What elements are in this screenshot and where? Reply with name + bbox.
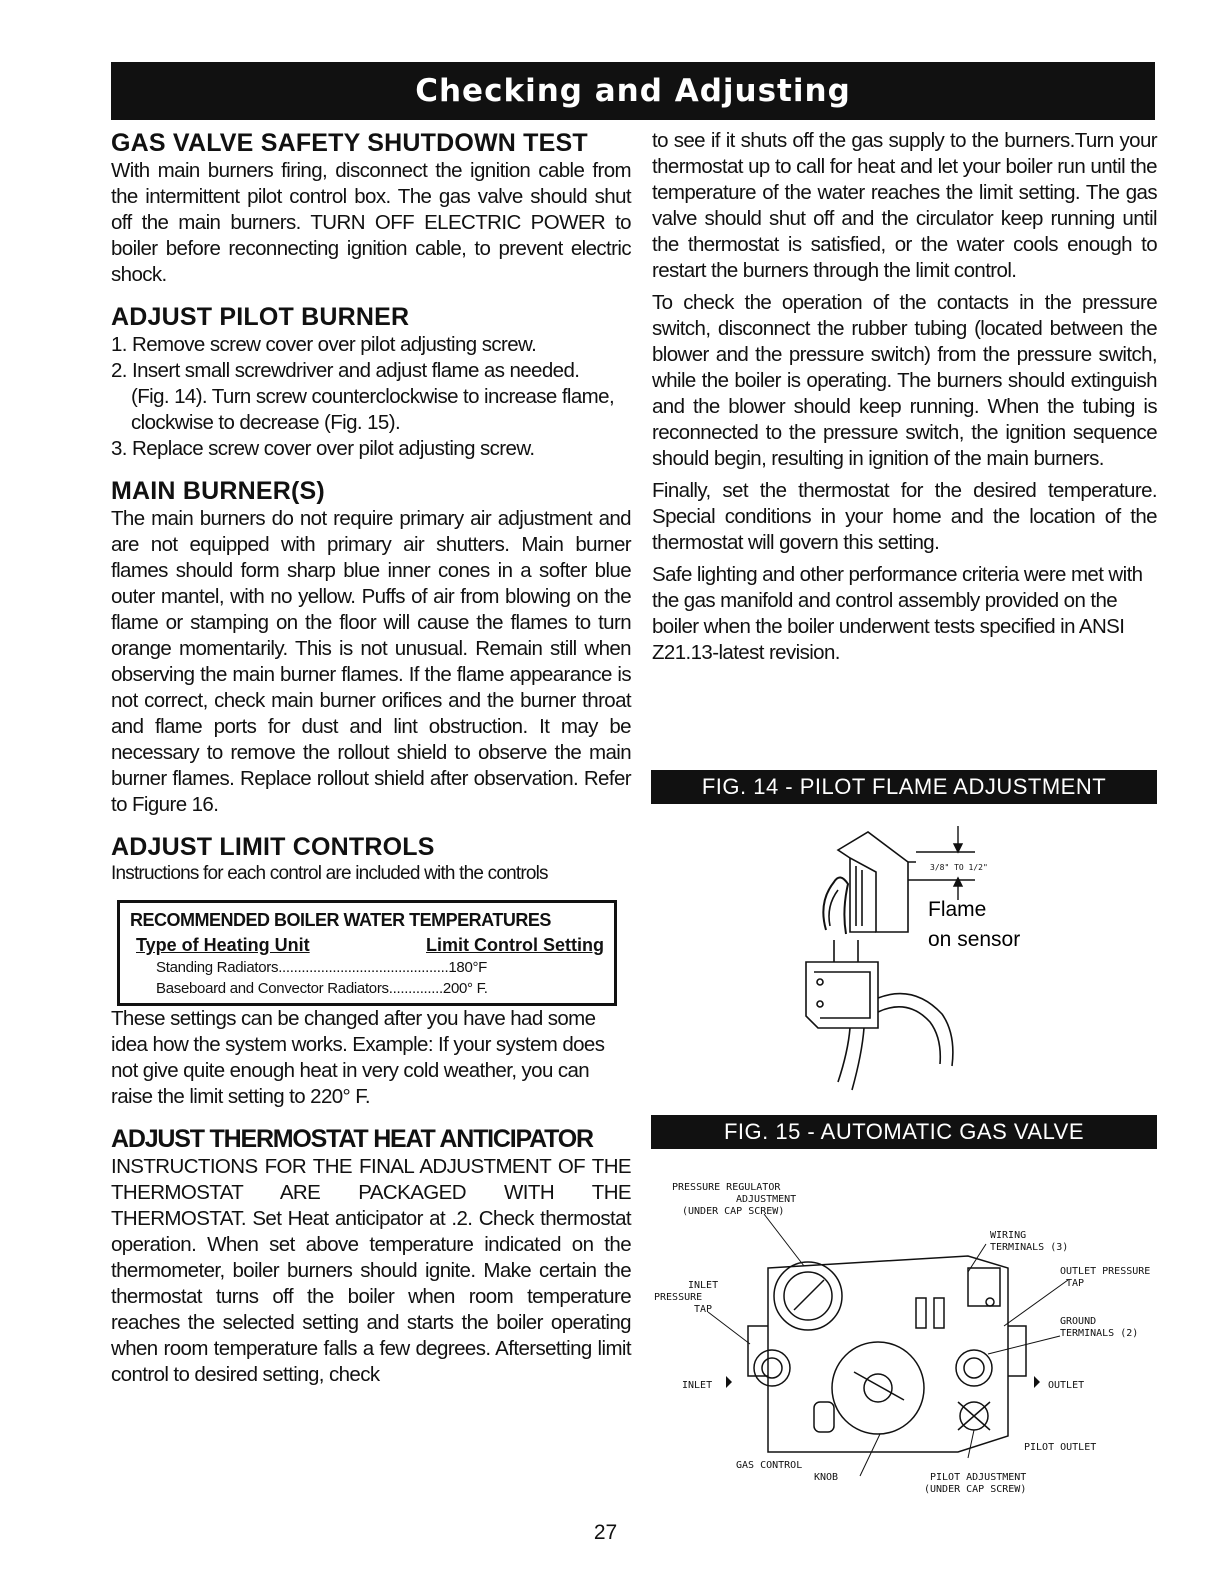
limit-text: These settings can be changed after you have had some idea how the system works. Example: If your system does not give quite enough heat in very cold weather, you can raise the limit setting to 220° F. — [111, 1007, 605, 1108]
right-column — [652, 128, 1157, 666]
page-number: 27 — [593, 1521, 618, 1544]
fig14-caption: FIG. 14 - PILOT FLAME ADJUSTMENT — [651, 770, 1157, 804]
temperature-table — [117, 900, 617, 1006]
thermostat-text: INSTRUCTIONS FOR THE FINAL ADJUSTMENT OF THE THERMOSTAT ARE PACKAGED WITH THE THERMOSTAT. Set Heat anticipator at .2. Check thermostat operation. When set above temperature indicated on the thermometer, boiler burners should ignite. Make certain the thermostat turns off the boiler when room temperature reaches the selected setting and starts the boiler operating when room temperature falls a few degrees. Aftersetting limit control to desired setting, check — [111, 1155, 631, 1386]
row-unit: Standing Radiators — [156, 959, 279, 976]
right-paragraph-2: To check the operation of the contacts in the pressure switch, disconnect the rubber tubing (located between the blower and the pressure switch) from the pressure switch, while the boiler is operating. The burners should extinguish and the blower should keep running. When the tubing is reconnected to the pressure switch, the ignition sequence should begin, resulting in ignition of the main burners. — [652, 291, 1157, 470]
right-paragraph-3: Finally, set the thermostat for the desired temperature. Special conditions in your home and the location of the thermostat will govern this setting. — [652, 479, 1157, 554]
label-pressure-regulator-2: ADJUSTMENT — [736, 1194, 797, 1205]
fig14-dimension-label: 3/8" TO 1/2" — [930, 863, 988, 872]
gas-valve-section — [111, 128, 631, 288]
label-wiring-terminals-2: TERMINALS (3) — [990, 1242, 1069, 1253]
label-gas-control-knob-2: KNOB — [814, 1472, 839, 1483]
temperature-table-header — [130, 933, 614, 957]
fig14-illustration — [790, 822, 1050, 1102]
row-unit: Baseboard and Convector Radiators — [156, 980, 389, 997]
pilot-heading: ADJUST PILOT BURNER — [111, 303, 410, 331]
limit-section — [111, 832, 631, 1110]
label-ground-terminals-2: TERMINALS (2) — [1060, 1328, 1139, 1339]
label-pressure-regulator: PRESSURE REGULATOR — [672, 1182, 781, 1193]
label-pilot-outlet: PILOT OUTLET — [1024, 1442, 1097, 1453]
label-inlet-pressure-tap-2: PRESSURE — [654, 1292, 703, 1303]
pilot-steps — [111, 332, 631, 462]
row-setting: 180°F — [448, 959, 488, 976]
label-wiring-terminals: WIRING — [990, 1230, 1027, 1241]
label-inlet-pressure-tap-3: TAP — [694, 1304, 713, 1315]
gas-valve-drawing — [654, 1176, 1168, 1506]
temperature-table-title: RECOMMENDED BOILER WATER TEMPERATURES — [130, 910, 551, 930]
gas-valve-text: With main burners firing, disconnect the ignition cable from the intermittent pilot control box. The gas valve should shut off the main burners. TURN OFF ELECTRIC POWER to boiler before reconnecting ignition cable, to prevent electric shock. — [111, 159, 631, 286]
row-leader: .............. — [388, 980, 443, 997]
gas-valve-heading: GAS VALVE SAFETY SHUTDOWN TEST — [111, 129, 588, 157]
table-row — [130, 978, 614, 999]
thermostat-section — [111, 1124, 631, 1388]
label-gas-control-knob: GAS CONTROL — [736, 1460, 803, 1471]
label-outlet-pressure-tap-2: TAP — [1066, 1278, 1085, 1289]
label-outlet: OUTLET — [1048, 1380, 1085, 1391]
fig14-sensor-label: on sensor — [928, 928, 1021, 951]
label-pilot-adjustment-2: (UNDER CAP SCREW) — [924, 1484, 1027, 1495]
label-outlet-pressure-tap: OUTLET PRESSURE — [1060, 1266, 1151, 1277]
label-inlet-pressure-tap: INLET — [688, 1280, 719, 1291]
pilot-step-3: 3. Replace screw cover over pilot adjusting screw. — [111, 437, 535, 460]
label-inlet: INLET — [682, 1380, 713, 1391]
label-pressure-regulator-3: (UNDER CAP SCREW) — [682, 1206, 785, 1217]
row-setting: 200° F. — [442, 980, 488, 997]
col-header-unit: Type of Heating Unit — [136, 935, 310, 955]
main-burner-text: The main burners do not require primary air adjustment and are not equipped with primary air shutters. Main burner flames should form sharp blue inner cones in a softer blue outer mantel, with no yellow. Puffs of air from blowing on the flame or stamping on the floor will cause the flames to turn orange momentarily. This is not unusual. Remain still when observing the main burner flames. If the flame appearance is not correct, check main burner orifices and the burner throat and flame ports for dust and lint obstruction. It may be necessary to remove the rollout shield to observe the main burner flames. Replace rollout shield after observation. Refer to Figure 16. — [111, 507, 631, 816]
right-paragraph-4: Safe lighting and other performance criteria were met with the gas manifold and control assembly provided on the boiler when the boiler underwent tests specified in ANSI Z21.13-latest revision. — [652, 563, 1143, 664]
left-column — [111, 128, 631, 1388]
limit-intro: Instructions for each control are included with the controls — [111, 863, 548, 884]
pilot-burner-drawing — [790, 822, 1050, 1102]
pilot-section — [111, 302, 631, 462]
pilot-step-2: 2. Insert small screwdriver and adjust flame as needed. — [111, 359, 580, 382]
pilot-step-2-continued: (Fig. 14). Turn screw counterclockwise to increase flame, clockwise to decrease (Fig. 15). — [131, 385, 615, 434]
pilot-step-1: 1. Remove screw cover over pilot adjusting screw. — [111, 333, 537, 356]
label-ground-terminals: GROUND — [1060, 1316, 1097, 1327]
main-burner-section — [111, 476, 631, 818]
main-burner-heading: MAIN BURNER(S) — [111, 477, 325, 505]
right-paragraph-1: to see if it shuts off the gas supply to the burners.Turn your thermostat up to call for heat and let your boiler run until the temperature of the water reaches the limit setting. The gas valve should shut off and the circulator keep running until the thermostat is satisfied, or the water cools enough to restart the burners through the limit control. — [652, 129, 1157, 282]
limit-heading: ADJUST LIMIT CONTROLS — [111, 833, 435, 861]
page-banner: Checking and Adjusting — [111, 62, 1155, 120]
label-pilot-adjustment: PILOT ADJUSTMENT — [930, 1472, 1027, 1483]
fig14-flame-label: Flame — [928, 898, 987, 921]
fig15-illustration — [654, 1176, 1168, 1506]
fig15-caption: FIG. 15 - AUTOMATIC GAS VALVE — [651, 1115, 1157, 1149]
table-row — [130, 957, 614, 978]
row-leader: ............................................ — [278, 959, 449, 976]
thermostat-heading: ADJUST THERMOSTAT HEAT ANTICIPATOR — [111, 1125, 593, 1153]
col-header-setting: Limit Control Setting — [426, 935, 604, 955]
